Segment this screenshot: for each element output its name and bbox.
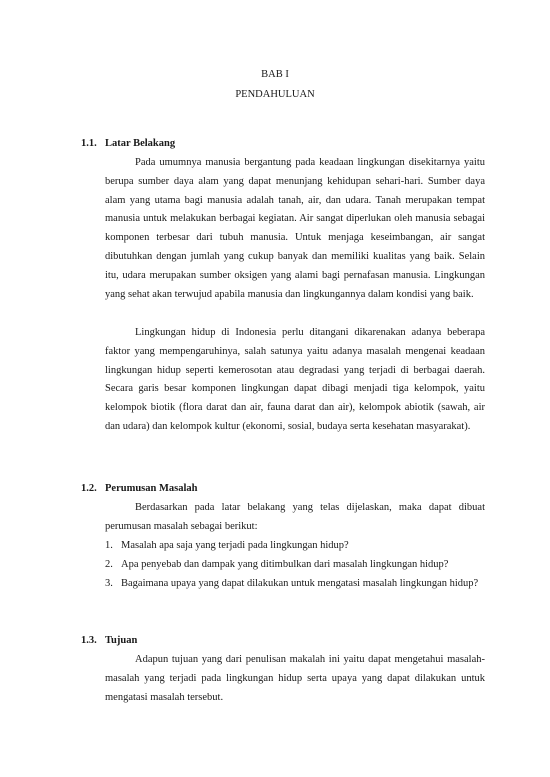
list-item	[105, 537, 485, 556]
section-number: 1.1.	[81, 138, 97, 149]
list-marker: 3.	[105, 577, 113, 589]
list-item-text: Apa penyebab dan dampak yang ditimbulkan dari masalah lingkungan hidup?	[121, 558, 449, 570]
list-item	[105, 556, 485, 575]
section-number: 1.3.	[81, 635, 97, 646]
chapter-number: BAB I	[261, 69, 289, 80]
problem-list	[105, 537, 485, 593]
paragraph: Adapun tujuan yang dari penulisan makalah ini yaitu dapat mengetahui masalah-masalah yang terjadi pada lingkungan hidup serta upaya yang dapat dilakukan untuk mengatasi masalah tersebut.	[105, 654, 485, 703]
section-number: 1.2.	[81, 483, 97, 494]
section-heading-perumusan-masalah	[81, 482, 197, 496]
section-heading-tujuan	[81, 634, 137, 648]
section-title: Tujuan	[105, 635, 138, 646]
list-marker: 2.	[105, 558, 113, 570]
list-marker: 1.	[105, 540, 113, 551]
list-item-text: Bagaimana upaya yang dapat dilakukan untuk mengatasi masalah lingkungan hidup?	[121, 577, 479, 589]
list-item-text: Masalah apa saja yang terjadi pada lingkungan hidup?	[121, 540, 349, 551]
paragraph: Berdasarkan pada latar belakang yang telas dijelaskan, maka dapat dibuat perumusan masalah sebagai berikut:	[105, 502, 485, 532]
section-title: Perumusan Masalah	[105, 483, 198, 494]
chapter-title: PENDAHULUAN	[235, 89, 315, 100]
list-item	[105, 575, 485, 594]
paragraph: Lingkungan hidup di Indonesia perlu ditangani dikarenakan adanya beberapa faktor yang mempengaruhinya, salah satunya yaitu adanya masalah mengenai keadaan lingkungan hidup seperti kemerosotan atau degradasi yang terjadi di berbagai daerah. Secara garis besar komponen lingkungan dapat dibagi menjadi tiga kelompok, yaitu kelompok biotik (flora darat dan air, fauna darat dan air), kelompok abiotik (sawah, air dan udara) dan kelompok kultur (ekonomi, sosial, budaya serta kesehatan masyarakat).	[105, 327, 485, 432]
paragraph: Pada umumnya manusia bergantung pada keadaan lingkungan disekitarnya yaitu berupa sumber daya alam yang dapat menunjang kehidupan sehari-hari. Sumber daya alam yang utama bagi manusia adalah tanah, air, dan udara. Tanah merupakan tempat manusia untuk melakukan berbagai kegiatan. Air sangat diperlukan oleh manusia sebagai komponen terbesar dari tubuh manusia. Untuk menjaga keseimbangan, air sangat dibutuhkan dengan jumlah yang cukup banyak dan memiliki kualitas yang baik. Selain itu, udara merupakan sumber oksigen yang alami bagi pernafasan manusia. Lingkungan yang sehat akan terwujud apabila manusia dan lingkungannya dalam kondisi yang baik.	[105, 157, 485, 300]
section-heading-latar-belakang	[81, 137, 175, 151]
section-title: Latar Belakang	[105, 138, 176, 149]
